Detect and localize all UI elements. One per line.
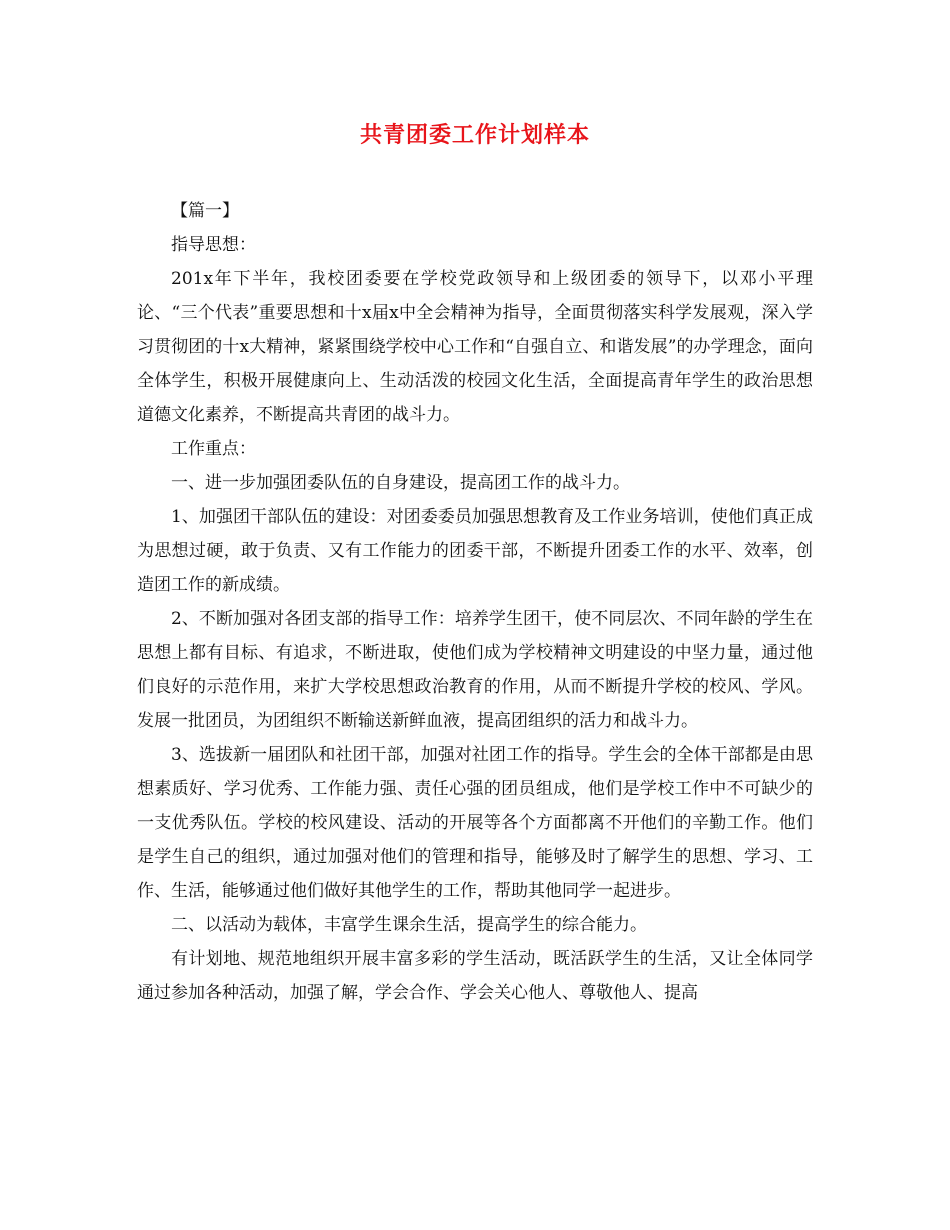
paragraph: 有计划地、规范地组织开展丰富多彩的学生活动，既活跃学生的生活，又让全体同学通过参加各种活动，加强了解，学会合作、学会关心他人、尊敬他人、提高 — [137, 949, 813, 1003]
section-heading: 【篇一】 — [171, 201, 239, 221]
subheading-guiding-ideology: 指导思想： — [171, 235, 256, 255]
document-body — [137, 194, 813, 1010]
document-title: 共青团委工作计划样本 — [359, 122, 590, 148]
paragraph: 二、以活动为载体，丰富学生课余生活，提高学生的综合能力。 — [171, 915, 647, 935]
paragraph: 1、加强团干部队伍的建设：对团委委员加强思想教育及工作业务培训，使他们真正成为思想过硬，敢于负责、又有工作能力的团委干部，不断提升团委工作的水平、效率，创造团工作的新成绩。 — [137, 507, 813, 595]
subheading-work-focus: 工作重点： — [171, 439, 256, 459]
paragraph: 3、选拔新一届团队和社团干部，加强对社团工作的指导。学生会的全体干部都是由思想素质好、学习优秀、工作能力强、责任心强的团员组成，他们是学校工作中不可缺少的一支优秀队伍。学校的校风建设、活动的开展等各个方面都离不开他们的辛勤工作。他们是学生自己的组织，通过加强对他们的管理和指导，能够及时了解学生的思想、学习、工作、生活，能够通过他们做好其他学生的工作，帮助其他同学一起进步。 — [137, 745, 813, 901]
paragraph: 201x年下半年，我校团委要在学校党政领导和上级团委的领导下，以邓小平理论、“三个代表”重要思想和十x届x中全会精神为指导，全面贯彻落实科学发展观，深入学习贯彻团的十x大精神，紧紧围绕学校中心工作和“自强自立、和谐发展”的办学理念，面向全体学生，积极开展健康向上、生动活泼的校园文化生活，全面提高青年学生的政治思想道德文化素养，不断提高共青团的战斗力。 — [137, 269, 813, 425]
paragraph: 一、进一步加强团委队伍的自身建设，提高团工作的战斗力。 — [171, 473, 630, 493]
paragraph: 2、不断加强对各团支部的指导工作：培养学生团干，使不同层次、不同年龄的学生在思想上都有目标、有追求，不断进取，使他们成为学校精神文明建设的中坚力量，通过他们良好的示范作用，来扩大学校思想政治教育的作用，从而不断提升学校的校风、学风。发展一批团员，为团组织不断输送新鲜血液，提高团组织的活力和战斗力。 — [137, 609, 813, 731]
